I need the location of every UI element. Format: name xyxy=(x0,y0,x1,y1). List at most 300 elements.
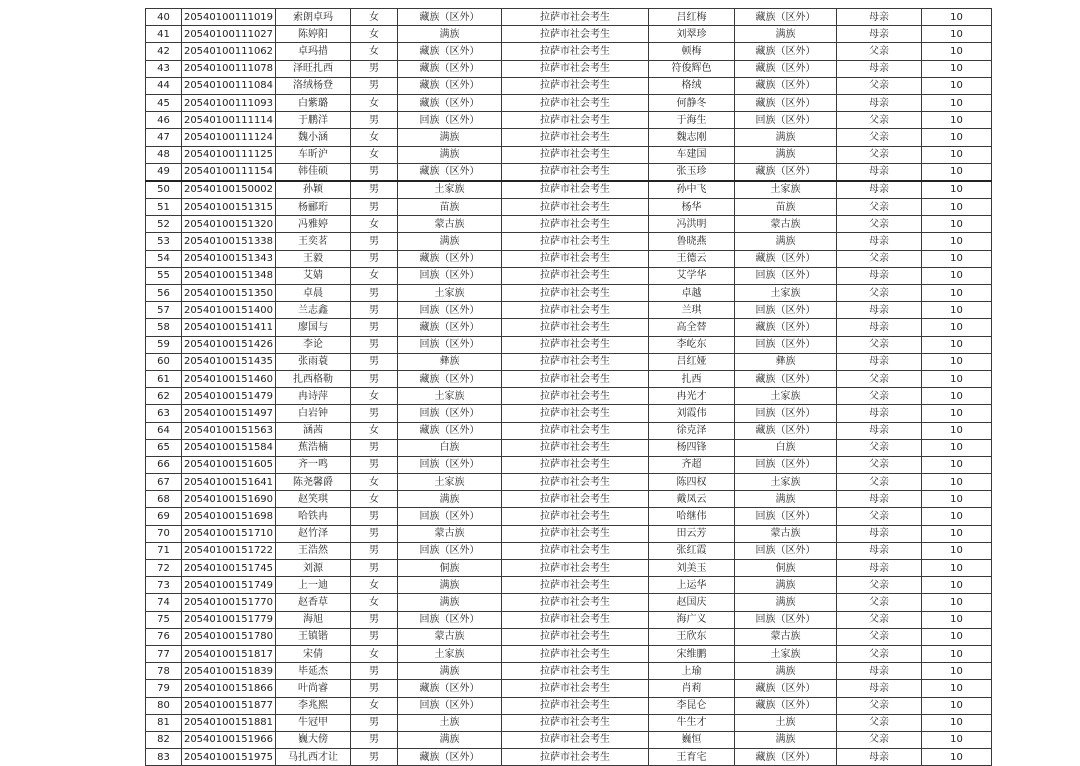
score-cell: 10 xyxy=(922,491,992,508)
row-number-cell: 59 xyxy=(146,336,182,353)
category-cell: 拉萨市社会考生 xyxy=(502,163,649,181)
student-name-cell: 赵香草 xyxy=(276,594,351,611)
ethnicity-cell: 彝族 xyxy=(398,353,502,370)
score-cell: 10 xyxy=(922,439,992,456)
ethnicity-cell: 蒙古族 xyxy=(398,525,502,542)
ethnicity-cell: 满族 xyxy=(398,663,502,680)
row-number-cell: 76 xyxy=(146,628,182,645)
gender-cell: 男 xyxy=(351,353,398,370)
gender-cell: 女 xyxy=(351,267,398,284)
ethnicity-cell: 藏族（区外） xyxy=(398,43,502,60)
category-cell: 拉萨市社会考生 xyxy=(502,9,649,26)
candidate-id-cell: 20540100151435 xyxy=(182,353,276,370)
parent-name-cell: 扎西 xyxy=(649,370,735,387)
gender-cell: 男 xyxy=(351,60,398,77)
parent-ethnicity-cell: 土家族 xyxy=(735,181,837,199)
parent-ethnicity-cell: 藏族（区外） xyxy=(735,680,837,697)
category-cell: 拉萨市社会考生 xyxy=(502,26,649,43)
score-cell: 10 xyxy=(922,250,992,267)
student-name-cell: 李论 xyxy=(276,336,351,353)
parent-ethnicity-cell: 藏族（区外） xyxy=(735,697,837,714)
score-cell: 10 xyxy=(922,525,992,542)
relation-cell: 母亲 xyxy=(837,491,922,508)
table-row xyxy=(146,146,992,163)
student-name-cell: 王浩然 xyxy=(276,542,351,559)
parent-ethnicity-cell: 侗族 xyxy=(735,560,837,577)
relation-cell: 父亲 xyxy=(837,731,922,748)
parent-name-cell: 李屹东 xyxy=(649,336,735,353)
parent-ethnicity-cell: 回族（区外） xyxy=(735,405,837,422)
parent-ethnicity-cell: 回族（区外） xyxy=(735,267,837,284)
table-row xyxy=(146,60,992,77)
score-cell: 10 xyxy=(922,508,992,525)
score-cell: 10 xyxy=(922,370,992,387)
student-name-cell: 车昕沪 xyxy=(276,146,351,163)
score-cell: 10 xyxy=(922,9,992,26)
category-cell: 拉萨市社会考生 xyxy=(502,112,649,129)
category-cell: 拉萨市社会考生 xyxy=(502,474,649,491)
student-name-cell: 刘源 xyxy=(276,560,351,577)
relation-cell: 父亲 xyxy=(837,216,922,233)
candidate-id-cell: 20540100151749 xyxy=(182,577,276,594)
parent-name-cell: 顿梅 xyxy=(649,43,735,60)
candidate-id-cell: 20540100151877 xyxy=(182,697,276,714)
ethnicity-cell: 回族（区外） xyxy=(398,302,502,319)
ethnicity-cell: 满族 xyxy=(398,577,502,594)
score-cell: 10 xyxy=(922,749,992,766)
row-number-cell: 58 xyxy=(146,319,182,336)
row-number-cell: 77 xyxy=(146,645,182,662)
relation-cell: 父亲 xyxy=(837,456,922,473)
parent-ethnicity-cell: 藏族（区外） xyxy=(735,60,837,77)
score-cell: 10 xyxy=(922,594,992,611)
category-cell: 拉萨市社会考生 xyxy=(502,370,649,387)
table-row xyxy=(146,94,992,111)
score-cell: 10 xyxy=(922,611,992,628)
category-cell: 拉萨市社会考生 xyxy=(502,267,649,284)
student-name-cell: 毕延杰 xyxy=(276,663,351,680)
ethnicity-cell: 藏族（区外） xyxy=(398,319,502,336)
candidate-id-cell: 20540100151497 xyxy=(182,405,276,422)
score-cell: 10 xyxy=(922,645,992,662)
parent-ethnicity-cell: 白族 xyxy=(735,439,837,456)
category-cell: 拉萨市社会考生 xyxy=(502,439,649,456)
table-row xyxy=(146,731,992,748)
category-cell: 拉萨市社会考生 xyxy=(502,233,649,250)
ethnicity-cell: 藏族（区外） xyxy=(398,370,502,387)
ethnicity-cell: 土家族 xyxy=(398,388,502,405)
score-cell: 10 xyxy=(922,129,992,146)
gender-cell: 男 xyxy=(351,508,398,525)
candidate-id-cell: 20540100151320 xyxy=(182,216,276,233)
ethnicity-cell: 回族（区外） xyxy=(398,405,502,422)
category-cell: 拉萨市社会考生 xyxy=(502,94,649,111)
ethnicity-cell: 满族 xyxy=(398,233,502,250)
student-name-cell: 王毅 xyxy=(276,250,351,267)
candidate-id-cell: 20540100151770 xyxy=(182,594,276,611)
parent-name-cell: 徐克泽 xyxy=(649,422,735,439)
parent-name-cell: 李昆仑 xyxy=(649,697,735,714)
row-number-cell: 40 xyxy=(146,9,182,26)
gender-cell: 男 xyxy=(351,680,398,697)
table-row xyxy=(146,663,992,680)
category-cell: 拉萨市社会考生 xyxy=(502,560,649,577)
candidate-id-cell: 20540100151563 xyxy=(182,422,276,439)
gender-cell: 男 xyxy=(351,439,398,456)
student-name-cell: 卓晨 xyxy=(276,285,351,302)
gender-cell: 男 xyxy=(351,731,398,748)
parent-ethnicity-cell: 土家族 xyxy=(735,285,837,302)
table-row xyxy=(146,285,992,302)
ethnicity-cell: 土族 xyxy=(398,714,502,731)
ethnicity-cell: 回族（区外） xyxy=(398,697,502,714)
parent-name-cell: 冯洪明 xyxy=(649,216,735,233)
score-cell: 10 xyxy=(922,43,992,60)
relation-cell: 父亲 xyxy=(837,146,922,163)
score-cell: 10 xyxy=(922,353,992,370)
ethnicity-cell: 满族 xyxy=(398,146,502,163)
relation-cell: 母亲 xyxy=(837,680,922,697)
gender-cell: 男 xyxy=(351,163,398,181)
candidate-id-cell: 20540100150002 xyxy=(182,181,276,199)
parent-ethnicity-cell: 蒙古族 xyxy=(735,216,837,233)
ethnicity-cell: 藏族（区外） xyxy=(398,60,502,77)
parent-name-cell: 孙中飞 xyxy=(649,181,735,199)
category-cell: 拉萨市社会考生 xyxy=(502,146,649,163)
parent-name-cell: 格绒 xyxy=(649,77,735,94)
parent-ethnicity-cell: 彝族 xyxy=(735,353,837,370)
student-roster-table xyxy=(145,8,992,766)
ethnicity-cell: 土家族 xyxy=(398,474,502,491)
table-row xyxy=(146,199,992,216)
parent-ethnicity-cell: 藏族（区外） xyxy=(735,422,837,439)
table-row xyxy=(146,405,992,422)
parent-ethnicity-cell: 土家族 xyxy=(735,645,837,662)
row-number-cell: 49 xyxy=(146,163,182,181)
table-row xyxy=(146,560,992,577)
score-cell: 10 xyxy=(922,542,992,559)
relation-cell: 父亲 xyxy=(837,439,922,456)
gender-cell: 男 xyxy=(351,199,398,216)
relation-cell: 父亲 xyxy=(837,474,922,491)
candidate-id-cell: 20540100151479 xyxy=(182,388,276,405)
parent-ethnicity-cell: 土家族 xyxy=(735,388,837,405)
row-number-cell: 63 xyxy=(146,405,182,422)
parent-name-cell: 符俊辉色 xyxy=(649,60,735,77)
parent-ethnicity-cell: 藏族（区外） xyxy=(735,370,837,387)
parent-name-cell: 王育宅 xyxy=(649,749,735,766)
category-cell: 拉萨市社会考生 xyxy=(502,181,649,199)
candidate-id-cell: 20540100151690 xyxy=(182,491,276,508)
relation-cell: 母亲 xyxy=(837,302,922,319)
student-name-cell: 齐一鸣 xyxy=(276,456,351,473)
candidate-id-cell: 20540100111027 xyxy=(182,26,276,43)
score-cell: 10 xyxy=(922,285,992,302)
student-name-cell: 艾婧 xyxy=(276,267,351,284)
category-cell: 拉萨市社会考生 xyxy=(502,680,649,697)
student-name-cell: 杨郦珩 xyxy=(276,199,351,216)
parent-ethnicity-cell: 满族 xyxy=(735,594,837,611)
candidate-id-cell: 20540100151400 xyxy=(182,302,276,319)
gender-cell: 男 xyxy=(351,525,398,542)
student-name-cell: 海旭 xyxy=(276,611,351,628)
row-number-cell: 66 xyxy=(146,456,182,473)
student-name-cell: 赵笑琪 xyxy=(276,491,351,508)
parent-ethnicity-cell: 回族（区外） xyxy=(735,542,837,559)
gender-cell: 女 xyxy=(351,26,398,43)
row-number-cell: 75 xyxy=(146,611,182,628)
gender-cell: 男 xyxy=(351,405,398,422)
relation-cell: 母亲 xyxy=(837,181,922,199)
table-row xyxy=(146,456,992,473)
table-row xyxy=(146,542,992,559)
student-name-cell: 牛冠甲 xyxy=(276,714,351,731)
ethnicity-cell: 回族（区外） xyxy=(398,336,502,353)
ethnicity-cell: 土家族 xyxy=(398,645,502,662)
relation-cell: 母亲 xyxy=(837,233,922,250)
score-cell: 10 xyxy=(922,319,992,336)
relation-cell: 父亲 xyxy=(837,714,922,731)
gender-cell: 男 xyxy=(351,749,398,766)
candidate-id-cell: 20540100111078 xyxy=(182,60,276,77)
row-number-cell: 45 xyxy=(146,94,182,111)
candidate-id-cell: 20540100151350 xyxy=(182,285,276,302)
category-cell: 拉萨市社会考生 xyxy=(502,577,649,594)
parent-ethnicity-cell: 回族（区外） xyxy=(735,112,837,129)
category-cell: 拉萨市社会考生 xyxy=(502,302,649,319)
parent-ethnicity-cell: 回族（区外） xyxy=(735,611,837,628)
gender-cell: 男 xyxy=(351,663,398,680)
student-name-cell: 韩佳硕 xyxy=(276,163,351,181)
table-row xyxy=(146,594,992,611)
student-name-cell: 李兆熙 xyxy=(276,697,351,714)
gender-cell: 男 xyxy=(351,181,398,199)
table-row xyxy=(146,508,992,525)
row-number-cell: 64 xyxy=(146,422,182,439)
candidate-id-cell: 20540100151338 xyxy=(182,233,276,250)
ethnicity-cell: 土家族 xyxy=(398,285,502,302)
row-number-cell: 46 xyxy=(146,112,182,129)
student-name-cell: 宋倩 xyxy=(276,645,351,662)
row-number-cell: 79 xyxy=(146,680,182,697)
parent-name-cell: 张红霞 xyxy=(649,542,735,559)
relation-cell: 父亲 xyxy=(837,129,922,146)
score-cell: 10 xyxy=(922,405,992,422)
ethnicity-cell: 满族 xyxy=(398,731,502,748)
row-number-cell: 81 xyxy=(146,714,182,731)
ethnicity-cell: 满族 xyxy=(398,491,502,508)
parent-ethnicity-cell: 藏族（区外） xyxy=(735,94,837,111)
parent-name-cell: 刘霞伟 xyxy=(649,405,735,422)
gender-cell: 女 xyxy=(351,645,398,662)
table-row xyxy=(146,491,992,508)
student-name-cell: 扎西格勒 xyxy=(276,370,351,387)
student-name-cell: 卓玛措 xyxy=(276,43,351,60)
table-row xyxy=(146,302,992,319)
category-cell: 拉萨市社会考生 xyxy=(502,422,649,439)
student-name-cell: 泽旺扎西 xyxy=(276,60,351,77)
roster-body xyxy=(146,9,992,766)
candidate-id-cell: 20540100151426 xyxy=(182,336,276,353)
score-cell: 10 xyxy=(922,628,992,645)
student-name-cell: 魏小涵 xyxy=(276,129,351,146)
student-name-cell: 索朗卓玛 xyxy=(276,9,351,26)
relation-cell: 母亲 xyxy=(837,353,922,370)
relation-cell: 父亲 xyxy=(837,611,922,628)
table-row xyxy=(146,181,992,199)
relation-cell: 父亲 xyxy=(837,697,922,714)
table-row xyxy=(146,216,992,233)
relation-cell: 父亲 xyxy=(837,388,922,405)
gender-cell: 男 xyxy=(351,370,398,387)
candidate-id-cell: 20540100111062 xyxy=(182,43,276,60)
relation-cell: 母亲 xyxy=(837,525,922,542)
category-cell: 拉萨市社会考生 xyxy=(502,611,649,628)
parent-name-cell: 杨四锋 xyxy=(649,439,735,456)
parent-name-cell: 张玉珍 xyxy=(649,163,735,181)
relation-cell: 母亲 xyxy=(837,560,922,577)
row-number-cell: 73 xyxy=(146,577,182,594)
parent-ethnicity-cell: 满族 xyxy=(735,26,837,43)
parent-name-cell: 兰琪 xyxy=(649,302,735,319)
student-name-cell: 冯雅婷 xyxy=(276,216,351,233)
student-name-cell: 白岩钟 xyxy=(276,405,351,422)
row-number-cell: 44 xyxy=(146,77,182,94)
ethnicity-cell: 藏族（区外） xyxy=(398,163,502,181)
row-number-cell: 74 xyxy=(146,594,182,611)
candidate-id-cell: 20540100151605 xyxy=(182,456,276,473)
row-number-cell: 43 xyxy=(146,60,182,77)
table-row xyxy=(146,77,992,94)
gender-cell: 男 xyxy=(351,233,398,250)
category-cell: 拉萨市社会考生 xyxy=(502,216,649,233)
gender-cell: 女 xyxy=(351,9,398,26)
gender-cell: 男 xyxy=(351,319,398,336)
candidate-id-cell: 20540100111124 xyxy=(182,129,276,146)
student-name-cell: 上一迪 xyxy=(276,577,351,594)
category-cell: 拉萨市社会考生 xyxy=(502,525,649,542)
row-number-cell: 68 xyxy=(146,491,182,508)
student-name-cell: 于鹏洋 xyxy=(276,112,351,129)
table-row xyxy=(146,129,992,146)
student-name-cell: 涵茜 xyxy=(276,422,351,439)
gender-cell: 男 xyxy=(351,285,398,302)
relation-cell: 母亲 xyxy=(837,60,922,77)
relation-cell: 父亲 xyxy=(837,645,922,662)
parent-name-cell: 高全替 xyxy=(649,319,735,336)
score-cell: 10 xyxy=(922,302,992,319)
parent-ethnicity-cell: 满族 xyxy=(735,129,837,146)
parent-ethnicity-cell: 蒙古族 xyxy=(735,525,837,542)
category-cell: 拉萨市社会考生 xyxy=(502,60,649,77)
score-cell: 10 xyxy=(922,560,992,577)
table-row xyxy=(146,112,992,129)
table-row xyxy=(146,9,992,26)
score-cell: 10 xyxy=(922,456,992,473)
category-cell: 拉萨市社会考生 xyxy=(502,749,649,766)
student-name-cell: 赵竹泽 xyxy=(276,525,351,542)
table-row xyxy=(146,749,992,766)
student-name-cell: 马扎西才让 xyxy=(276,749,351,766)
parent-ethnicity-cell: 藏族（区外） xyxy=(735,77,837,94)
student-name-cell: 叶尚睿 xyxy=(276,680,351,697)
parent-name-cell: 赵国庆 xyxy=(649,594,735,611)
category-cell: 拉萨市社会考生 xyxy=(502,491,649,508)
parent-ethnicity-cell: 苗族 xyxy=(735,199,837,216)
table-row xyxy=(146,267,992,284)
score-cell: 10 xyxy=(922,60,992,77)
parent-name-cell: 宋维鹏 xyxy=(649,645,735,662)
score-cell: 10 xyxy=(922,94,992,111)
parent-ethnicity-cell: 藏族（区外） xyxy=(735,749,837,766)
score-cell: 10 xyxy=(922,112,992,129)
score-cell: 10 xyxy=(922,163,992,181)
gender-cell: 男 xyxy=(351,302,398,319)
candidate-id-cell: 20540100151817 xyxy=(182,645,276,662)
category-cell: 拉萨市社会考生 xyxy=(502,285,649,302)
category-cell: 拉萨市社会考生 xyxy=(502,388,649,405)
ethnicity-cell: 藏族（区外） xyxy=(398,680,502,697)
ethnicity-cell: 土家族 xyxy=(398,181,502,199)
candidate-id-cell: 20540100111114 xyxy=(182,112,276,129)
candidate-id-cell: 20540100151698 xyxy=(182,508,276,525)
parent-name-cell: 戴凤云 xyxy=(649,491,735,508)
row-number-cell: 65 xyxy=(146,439,182,456)
score-cell: 10 xyxy=(922,26,992,43)
table-row xyxy=(146,250,992,267)
parent-ethnicity-cell: 土家族 xyxy=(735,474,837,491)
row-number-cell: 71 xyxy=(146,542,182,559)
score-cell: 10 xyxy=(922,77,992,94)
parent-name-cell: 杨华 xyxy=(649,199,735,216)
parent-name-cell: 牛生才 xyxy=(649,714,735,731)
student-name-cell: 哈铁冉 xyxy=(276,508,351,525)
row-number-cell: 78 xyxy=(146,663,182,680)
relation-cell: 父亲 xyxy=(837,285,922,302)
gender-cell: 女 xyxy=(351,94,398,111)
parent-name-cell: 何静冬 xyxy=(649,94,735,111)
student-name-cell: 陈婷阳 xyxy=(276,26,351,43)
parent-name-cell: 肖莉 xyxy=(649,680,735,697)
ethnicity-cell: 藏族（区外） xyxy=(398,749,502,766)
ethnicity-cell: 回族（区外） xyxy=(398,611,502,628)
parent-name-cell: 齐超 xyxy=(649,456,735,473)
gender-cell: 女 xyxy=(351,129,398,146)
category-cell: 拉萨市社会考生 xyxy=(502,129,649,146)
parent-name-cell: 卓越 xyxy=(649,285,735,302)
category-cell: 拉萨市社会考生 xyxy=(502,645,649,662)
category-cell: 拉萨市社会考生 xyxy=(502,77,649,94)
row-number-cell: 82 xyxy=(146,731,182,748)
row-number-cell: 50 xyxy=(146,181,182,199)
ethnicity-cell: 回族（区外） xyxy=(398,542,502,559)
student-name-cell: 廖国与 xyxy=(276,319,351,336)
category-cell: 拉萨市社会考生 xyxy=(502,508,649,525)
parent-name-cell: 冉光才 xyxy=(649,388,735,405)
ethnicity-cell: 苗族 xyxy=(398,199,502,216)
gender-cell: 男 xyxy=(351,250,398,267)
score-cell: 10 xyxy=(922,181,992,199)
parent-name-cell: 上瑜 xyxy=(649,663,735,680)
student-name-cell: 冉诗萍 xyxy=(276,388,351,405)
category-cell: 拉萨市社会考生 xyxy=(502,697,649,714)
parent-name-cell: 王德云 xyxy=(649,250,735,267)
parent-ethnicity-cell: 藏族（区外） xyxy=(735,43,837,60)
row-number-cell: 41 xyxy=(146,26,182,43)
table-row xyxy=(146,628,992,645)
parent-ethnicity-cell: 满族 xyxy=(735,577,837,594)
parent-ethnicity-cell: 土族 xyxy=(735,714,837,731)
